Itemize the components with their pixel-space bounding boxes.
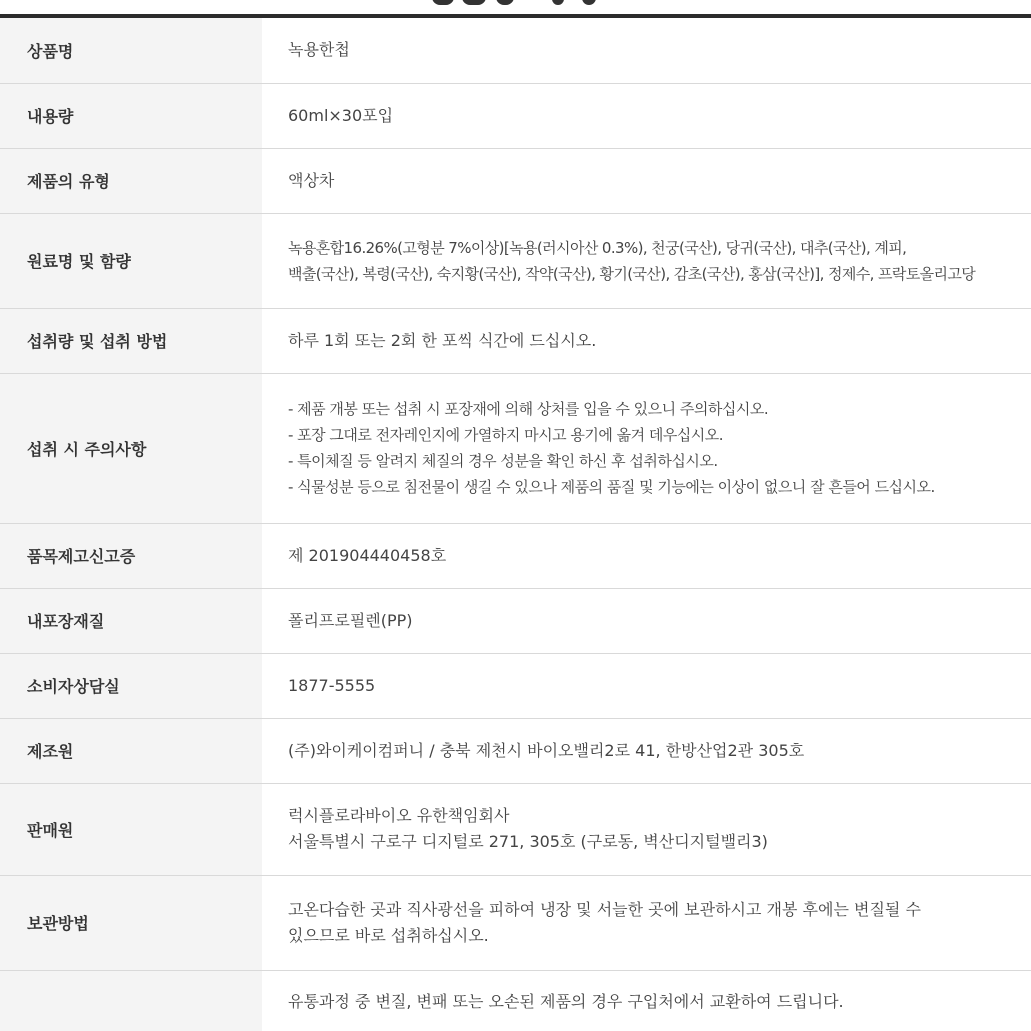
row-value: - 제품 개봉 또는 섭취 시 포장재에 의해 상처를 입을 수 있으니 주의하십시오. - 포장 그대로 전자레인지에 가열하지 마시고 용기에 옮겨 데우십시오. - 특이체질 등 알려지 체질의 경우 성분을 확인 하신 후 섭취하십시오. - 식물성분 등으로 침전물이 생길 수 있으나 제품의 품질 및 기능에는 이상이 없으니 잘 흔들어 드십시오. — [262, 373, 1031, 523]
product-info-table — [0, 18, 1031, 1031]
row-value: 1877-5555 — [262, 653, 1031, 718]
row-label: 원료명 및 함량 — [0, 213, 262, 308]
table-row — [0, 213, 1031, 308]
table-row — [0, 308, 1031, 373]
row-label: 제조원 — [0, 718, 262, 783]
row-label: 소비자상담실 — [0, 653, 262, 718]
row-value: 제 201904440458호 — [262, 523, 1031, 588]
table-row — [0, 653, 1031, 718]
row-label: 제품의 유형 — [0, 148, 262, 213]
row-value: 럭시플로라바이오 유한책임회사 서울특별시 구로구 디지털로 271, 305호 (구로동, 벽산디지털밸리3) — [262, 783, 1031, 875]
table-row — [0, 970, 1031, 1031]
row-value: 유통과정 중 변질, 변패 또는 오손된 제품의 경우 구입처에서 교환하여 드립니다. — [262, 970, 1031, 1031]
row-value: 녹용한첩 — [262, 18, 1031, 83]
row-value: 하루 1회 또는 2회 한 포씩 식간에 드십시오. — [262, 308, 1031, 373]
table-row — [0, 875, 1031, 970]
row-value: (주)와이케이컴퍼니 / 충북 제천시 바이오밸리2로 41, 한방산업2관 305호 — [262, 718, 1031, 783]
row-label: 내용량 — [0, 83, 262, 148]
row-value: 녹용혼합16.26%(고형분 7%이상)[녹용(러시아산 0.3%), 천궁(국산), 당귀(국산), 대추(국산), 계피, 백출(국산), 복령(국산), 숙지황(국산), 작약(국산), 황기(국산), 감초(국산), 홍삼(국산)], 정제수, 프락토올리고당 — [262, 213, 1031, 308]
row-label — [0, 970, 262, 1031]
row-label: 섭취량 및 섭취 방법 — [0, 308, 262, 373]
row-value: 폴리프로필렌(PP) — [262, 588, 1031, 653]
row-value: 액상차 — [262, 148, 1031, 213]
table-row — [0, 588, 1031, 653]
row-label: 섭취 시 주의사항 — [0, 373, 262, 523]
table-row — [0, 783, 1031, 875]
row-value: 60ml×30포입 — [262, 83, 1031, 148]
table-row — [0, 718, 1031, 783]
row-label: 내포장재질 — [0, 588, 262, 653]
table-row — [0, 373, 1031, 523]
row-label: 판매원 — [0, 783, 262, 875]
row-label: 보관방법 — [0, 875, 262, 970]
table-row — [0, 523, 1031, 588]
row-label: 상품명 — [0, 18, 262, 83]
table-row — [0, 148, 1031, 213]
row-value: 고온다습한 곳과 직사광선을 피하여 냉장 및 서늘한 곳에 보관하시고 개봉 후에는 변질될 수 있으므로 바로 섭취하십시오. — [262, 875, 1031, 970]
cropped-heading-fragment — [0, 0, 1031, 13]
table-row — [0, 18, 1031, 83]
row-label: 품목제고신고증 — [0, 523, 262, 588]
table-row — [0, 83, 1031, 148]
